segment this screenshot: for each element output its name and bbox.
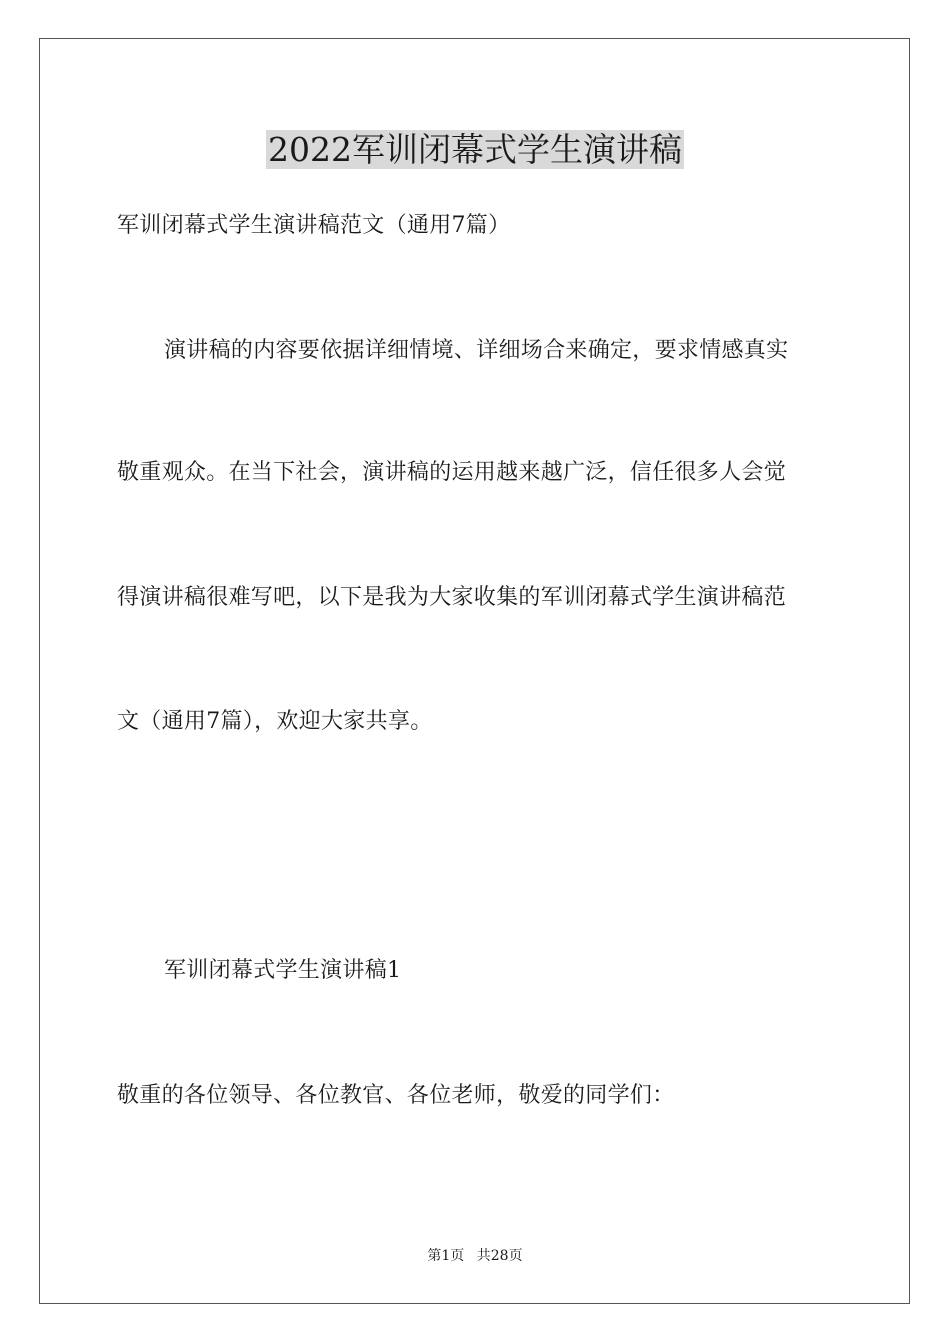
intro-line-1: 演讲稿的内容要依据详细情境、详细场合来确定，要求情感真实 xyxy=(164,338,789,363)
section-heading: 军训闭幕式学生演讲稿1 xyxy=(164,958,402,983)
document-subtitle: 军训闭幕式学生演讲稿范文（通用7篇） xyxy=(117,213,511,238)
page-total: 共28页 xyxy=(476,1248,523,1264)
intro-line-3: 得演讲稿很难写吧，以下是我为大家收集的军训闭幕式学生演讲稿范 xyxy=(117,585,787,610)
document-title xyxy=(0,128,950,172)
page-footer xyxy=(0,1246,950,1266)
page-number: 第1页 xyxy=(427,1248,465,1264)
greeting-line: 敬重的各位领导、各位教官、各位老师，敬爱的同学们： xyxy=(117,1083,675,1108)
intro-line-2: 敬重观众。在当下社会，演讲稿的运用越来越广泛，信任很多人会觉 xyxy=(117,460,787,485)
intro-line-4: 文（通用7篇），欢迎大家共享。 xyxy=(117,709,433,734)
document-title-text: 2022军训闭幕式学生演讲稿 xyxy=(268,130,682,169)
